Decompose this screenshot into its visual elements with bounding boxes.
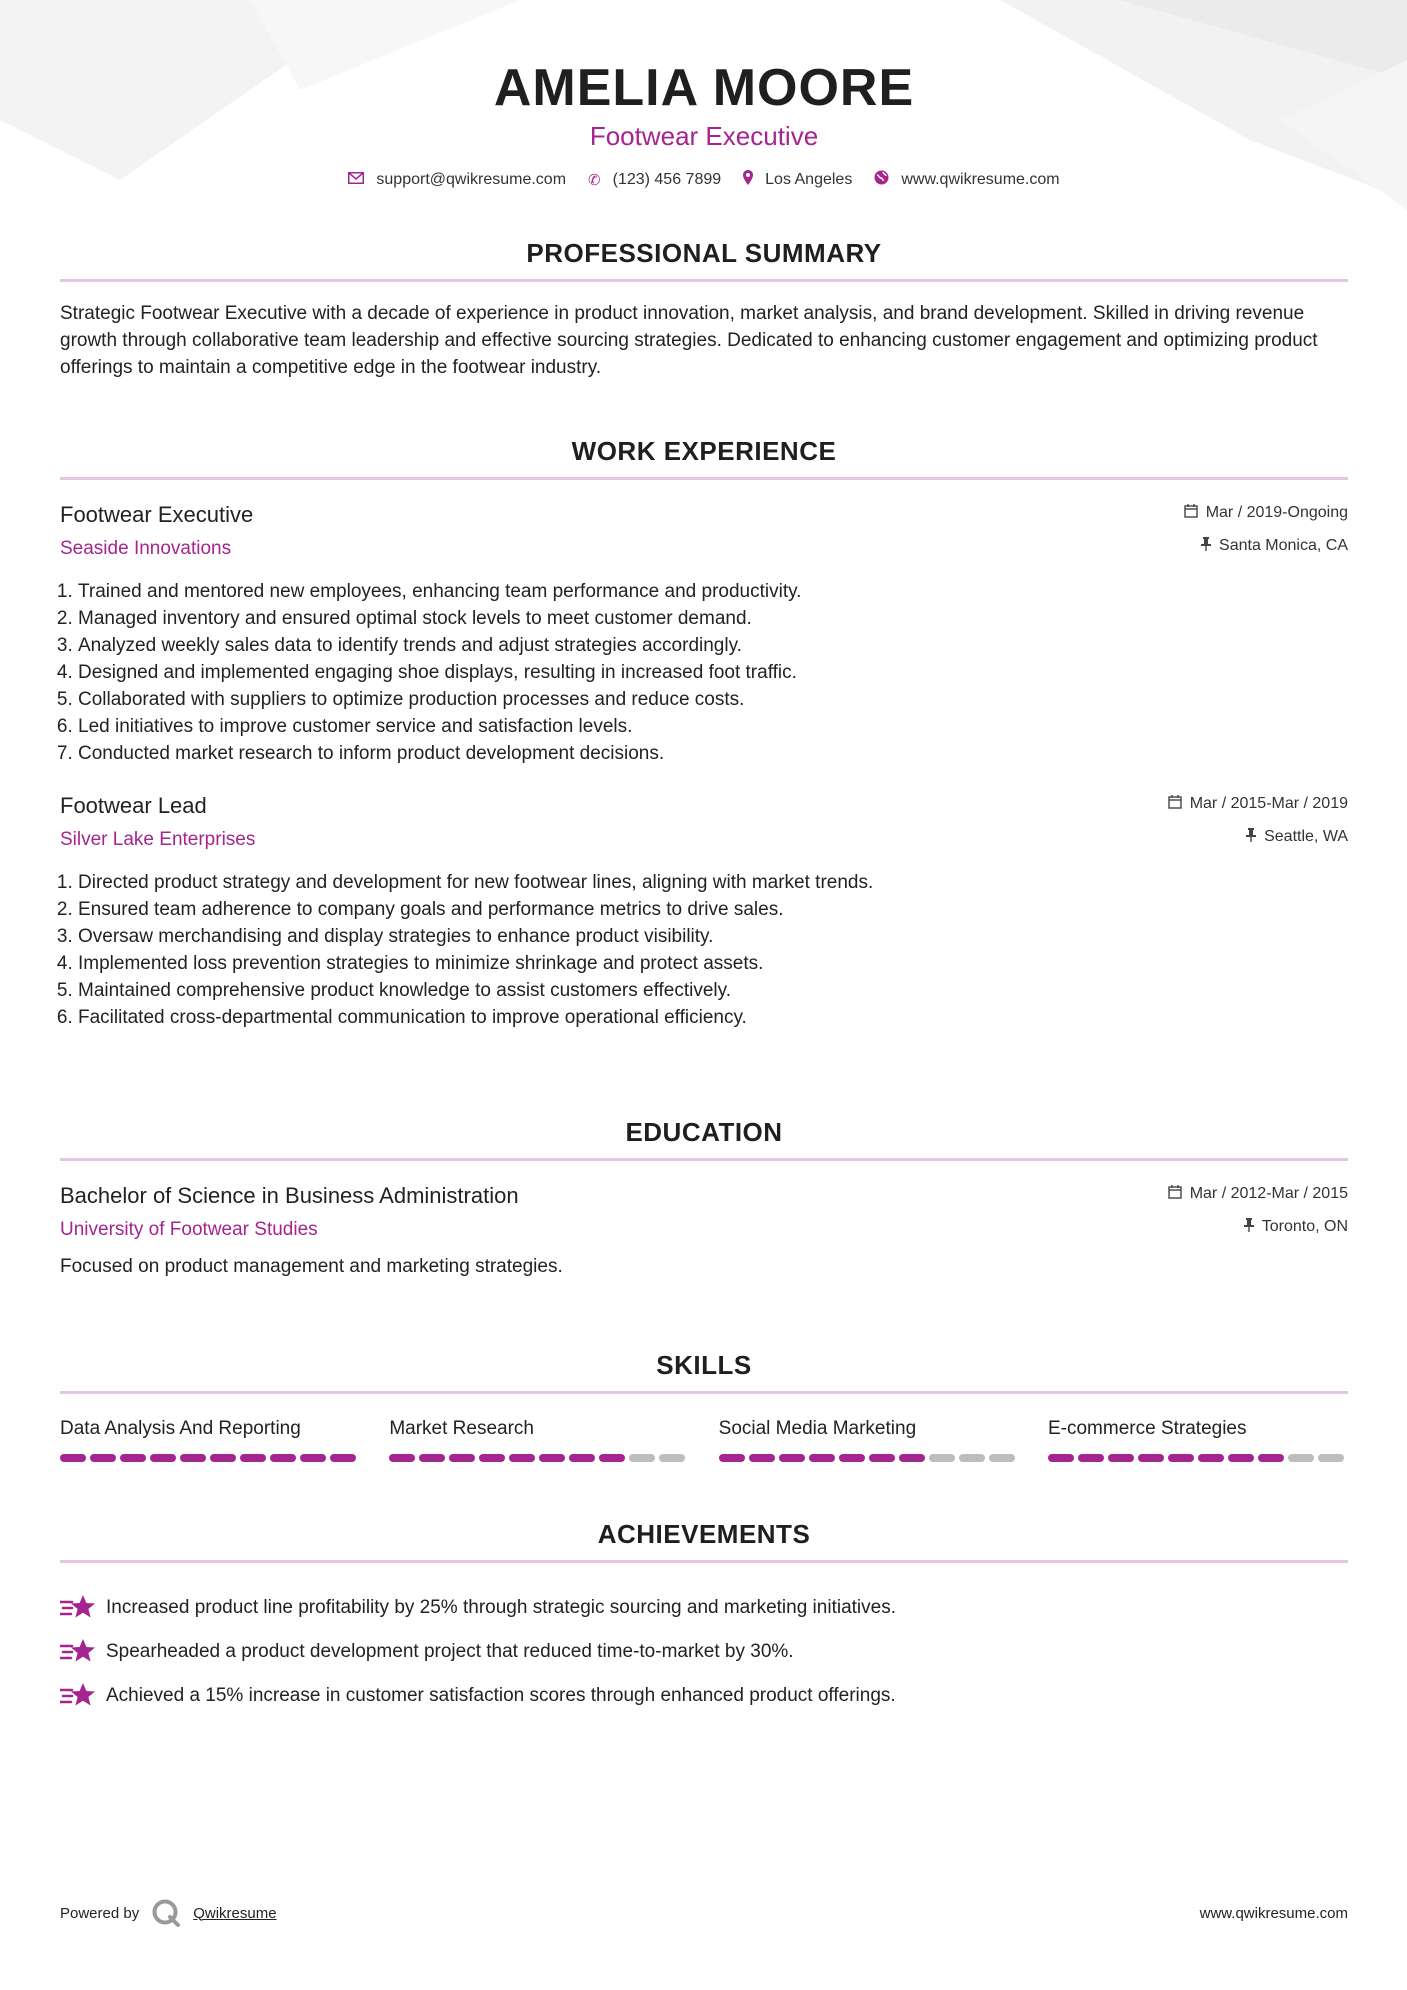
map-marker-icon xyxy=(743,170,753,189)
globe-icon xyxy=(874,170,889,189)
list-item: 3. Analyzed weekly sales data to identify trends and adjust strategies accordingly. xyxy=(78,632,1348,659)
skill-level-segment xyxy=(240,1454,266,1462)
contact-email xyxy=(348,170,566,189)
skill-name: Data Analysis And Reporting xyxy=(60,1418,301,1439)
pin-icon xyxy=(1201,533,1211,559)
phone-number: (123) 456 7899 xyxy=(612,170,722,188)
summary-section xyxy=(60,237,1348,381)
skill-level-bar xyxy=(389,1454,689,1462)
achievements-section xyxy=(60,1518,1348,1717)
list-item: 5. Collaborated with suppliers to optimize production processes and reduce costs. xyxy=(78,686,1348,713)
skill-level-segment xyxy=(839,1454,865,1462)
skill-level-segment xyxy=(869,1454,895,1462)
contact-phone xyxy=(588,170,721,189)
section-divider xyxy=(60,279,1348,282)
skill-level-segment xyxy=(1168,1454,1194,1462)
achievement-text: Spearheaded a product development project that reduced time-to-market by 30%. xyxy=(106,1640,794,1662)
skill-level-bar xyxy=(60,1454,360,1462)
skill-level-segment xyxy=(270,1454,296,1462)
education-meta xyxy=(1168,1181,1348,1245)
contact-website xyxy=(874,170,1059,189)
achievement-text: Achieved a 15% increase in customer satisfaction scores through enhanced product offerings. xyxy=(106,1684,896,1706)
skill-level-segment xyxy=(1258,1454,1284,1462)
job-dates: Mar / 2015-Mar / 2019 xyxy=(1189,795,1348,812)
skill-level-segment xyxy=(1318,1454,1344,1462)
skill-level-segment xyxy=(1198,1454,1224,1462)
skill-level-segment xyxy=(1228,1454,1254,1462)
phone-icon: ✆ xyxy=(588,171,601,189)
education-location: Toronto, ON xyxy=(1261,1218,1348,1235)
envelope-icon xyxy=(348,171,364,188)
job-meta xyxy=(1168,791,1348,855)
duty-list xyxy=(60,869,1348,1031)
school-name: University of Footwear Studies xyxy=(60,1219,318,1240)
duty-list xyxy=(60,578,1348,767)
calendar-icon xyxy=(1168,1181,1182,1207)
skill-level-segment xyxy=(719,1454,745,1462)
skill-level-segment xyxy=(809,1454,835,1462)
resume-header xyxy=(60,0,1348,189)
section-heading: ACHIEVEMENTS xyxy=(597,1519,811,1549)
section-divider xyxy=(60,477,1348,480)
section-divider xyxy=(60,1560,1348,1563)
job-title: Footwear Executive xyxy=(60,502,254,527)
section-divider xyxy=(60,1391,1348,1394)
summary-text: Strategic Footwear Executive with a decade of experience in product innovation, market analysis, and brand development. Skilled in driving revenue growth through collaborative team leadership and effective sourcing strategies. Dedicated to enhancing customer engagement and optimizing product offerings to maintain a competitive edge in the footwear industry. xyxy=(60,303,1318,378)
skill-level-segment xyxy=(180,1454,206,1462)
powered-by-label: Powered by xyxy=(60,1904,140,1922)
section-heading: WORK EXPERIENCE xyxy=(571,436,837,466)
list-item: 4. Designed and implemented engaging shoe displays, resulting in increased foot traffic. xyxy=(78,659,1348,686)
skill-item xyxy=(1048,1416,1348,1462)
skill-level-segment xyxy=(1138,1454,1164,1462)
list-item: 1. Directed product strategy and development for new footwear lines, aligning with market trends. xyxy=(78,869,1348,896)
powered-by xyxy=(60,1898,277,1928)
section-heading: PROFESSIONAL SUMMARY xyxy=(526,238,882,268)
skill-level-segment xyxy=(779,1454,805,1462)
website-link[interactable]: www.qwikresume.com xyxy=(901,170,1060,188)
skill-level-segment xyxy=(210,1454,236,1462)
job-dates: Mar / 2019-Ongoing xyxy=(1205,504,1348,521)
footer-website-link[interactable]: www.qwikresume.com xyxy=(1199,1904,1348,1922)
skill-item xyxy=(389,1416,689,1462)
skill-level-segment xyxy=(389,1454,415,1462)
job-meta xyxy=(1184,500,1348,564)
skill-item xyxy=(60,1416,360,1462)
skill-level-segment xyxy=(509,1454,535,1462)
company-name: Silver Lake Enterprises xyxy=(60,829,256,850)
pin-icon xyxy=(1244,1214,1254,1240)
skill-level-segment xyxy=(569,1454,595,1462)
skill-level-segment xyxy=(419,1454,445,1462)
email-link[interactable]: support@qwikresume.com xyxy=(376,170,567,188)
achievement-text: Increased product line profitability by 25% through strategic sourcing and marketing initiatives. xyxy=(106,1596,896,1618)
section-heading: EDUCATION xyxy=(625,1117,783,1147)
job-location: Santa Monica, CA xyxy=(1219,537,1348,554)
education-entry xyxy=(60,1181,1348,1280)
location-text: Los Angeles xyxy=(765,170,853,188)
achievement-list xyxy=(60,1585,1348,1717)
page-footer xyxy=(60,1898,1348,1928)
skill-level-segment xyxy=(539,1454,565,1462)
calendar-icon xyxy=(1184,500,1198,526)
list-item: 3. Oversaw merchandising and display strategies to enhance product visibility. xyxy=(78,923,1348,950)
skill-level-segment xyxy=(120,1454,146,1462)
skill-level-segment xyxy=(479,1454,505,1462)
achievement-item xyxy=(60,1673,1348,1717)
skill-level-segment xyxy=(989,1454,1015,1462)
skill-level-segment xyxy=(1108,1454,1134,1462)
degree-title: Bachelor of Science in Business Administration xyxy=(60,1183,519,1208)
list-item: 2. Managed inventory and ensured optimal stock levels to meet customer demand. xyxy=(78,605,1348,632)
skill-level-segment xyxy=(749,1454,775,1462)
skill-name: E-commerce Strategies xyxy=(1047,1418,1247,1439)
shooting-star-icon xyxy=(60,1592,96,1622)
achievement-item xyxy=(60,1629,1348,1673)
list-item: 6. Facilitated cross-departmental communication to improve operational efficiency. xyxy=(78,1004,1348,1031)
skill-level-segment xyxy=(1078,1454,1104,1462)
list-item: 4. Implemented loss prevention strategies to minimize shrinkage and protect assets. xyxy=(78,950,1348,977)
section-heading: SKILLS xyxy=(656,1350,752,1380)
list-item: 5. Maintained comprehensive product knowledge to assist customers effectively. xyxy=(78,977,1348,1004)
education-description: Focused on product management and marketing strategies. xyxy=(60,1256,563,1277)
skills-grid xyxy=(60,1416,1348,1462)
skill-level-segment xyxy=(330,1454,356,1462)
list-item: 7. Conducted market research to inform product development decisions. xyxy=(78,740,1348,767)
shooting-star-icon xyxy=(60,1680,96,1710)
company-name: Seaside Innovations xyxy=(60,538,232,559)
education-dates: Mar / 2012-Mar / 2015 xyxy=(1189,1185,1348,1202)
skill-level-segment xyxy=(300,1454,326,1462)
skill-item xyxy=(719,1416,1019,1462)
skill-level-segment xyxy=(659,1454,685,1462)
skill-level-bar xyxy=(1048,1454,1348,1462)
skill-level-segment xyxy=(150,1454,176,1462)
experience-section xyxy=(60,435,1348,1031)
skill-level-bar xyxy=(719,1454,1019,1462)
contact-bar xyxy=(60,170,1348,189)
skill-level-segment xyxy=(929,1454,955,1462)
education-section xyxy=(60,1116,1348,1280)
skill-name: Social Media Marketing xyxy=(718,1418,917,1439)
skill-level-segment xyxy=(899,1454,925,1462)
candidate-name: AMELIA MOORE xyxy=(493,59,915,117)
list-item: 1. Trained and mentored new employees, enhancing team performance and productivity. xyxy=(78,578,1348,605)
skills-section xyxy=(60,1349,1348,1462)
job-title: Footwear Lead xyxy=(60,793,207,818)
qwikresume-logo-icon xyxy=(151,1898,181,1928)
list-item: 2. Ensured team adherence to company goals and performance metrics to drive sales. xyxy=(78,896,1348,923)
skill-level-segment xyxy=(629,1454,655,1462)
achievement-item xyxy=(60,1585,1348,1629)
shooting-star-icon xyxy=(60,1636,96,1666)
skill-level-segment xyxy=(599,1454,625,1462)
skill-level-segment xyxy=(90,1454,116,1462)
contact-location xyxy=(743,170,852,189)
pin-icon xyxy=(1246,824,1256,850)
skill-level-segment xyxy=(1048,1454,1074,1462)
skill-level-segment xyxy=(449,1454,475,1462)
section-divider xyxy=(60,1158,1348,1161)
skill-level-segment xyxy=(1288,1454,1314,1462)
list-item: 6. Led initiatives to improve customer service and satisfaction levels. xyxy=(78,713,1348,740)
job-location: Seattle, WA xyxy=(1264,828,1348,845)
job-entry xyxy=(60,500,1348,767)
candidate-title: Footwear Executive xyxy=(589,121,819,151)
calendar-icon xyxy=(1168,791,1182,817)
skill-level-segment xyxy=(60,1454,86,1462)
job-entry xyxy=(60,791,1348,1031)
skill-name: Market Research xyxy=(389,1418,534,1439)
resume-page xyxy=(60,0,1348,1706)
skill-level-segment xyxy=(959,1454,985,1462)
qwikresume-link[interactable]: Qwikresume xyxy=(193,1904,277,1922)
